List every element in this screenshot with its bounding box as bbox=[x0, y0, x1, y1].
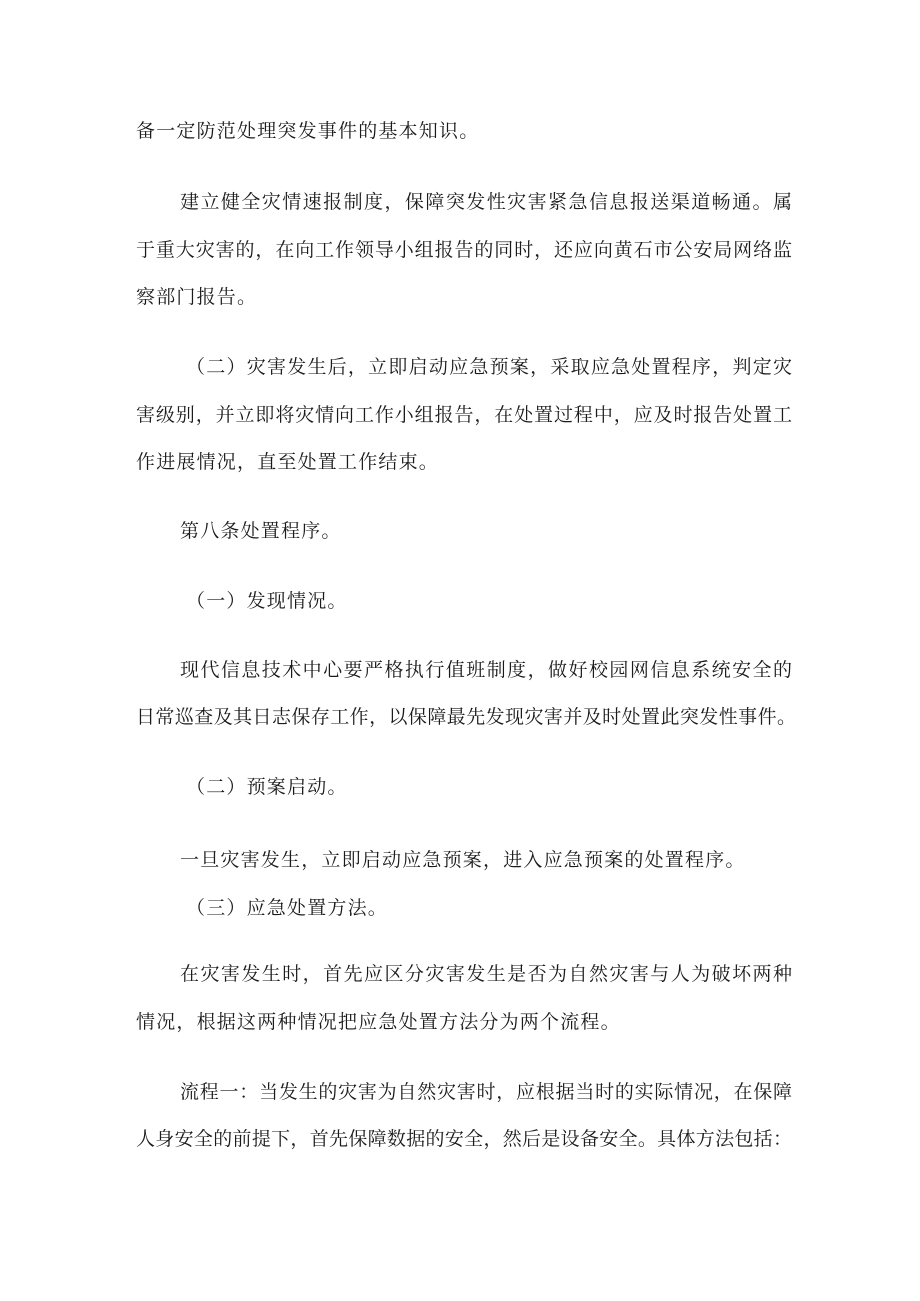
text-line: 备一定防范处理突发事件的基本知识。 bbox=[136, 120, 480, 142]
text-line: 建立健全灾情速报制度，保障突发性灾害紧急信息报送渠道畅通。属 bbox=[180, 191, 792, 213]
text-line: 在灾害发生时，首先应区分灾害发生是否为自然灾害与人为破坏两种 bbox=[180, 963, 792, 985]
section-heading: 第八条处置程序。 bbox=[180, 520, 342, 542]
text-line: 害级别，并立即将灾情向工作小组报告，在处置过程中，应及时报告处置工 bbox=[136, 404, 792, 426]
text-line: 作进展情况，直至处置工作结束。 bbox=[136, 451, 440, 473]
text-line: 流程一：当发生的灾害为自然灾害时，应根据当时的实际情况，在保障 bbox=[180, 1081, 792, 1103]
text-line: 于重大灾害的，在向工作领导小组报告的同时，还应向黄石市公安局网络监 bbox=[136, 239, 792, 261]
text-line: 日常巡查及其日志保存工作，以保障最先发现灾害并及时处置此突发性事件。 bbox=[136, 706, 796, 728]
text-line: 察部门报告。 bbox=[136, 286, 258, 308]
subsection-heading: （一）发现情况。 bbox=[186, 590, 348, 612]
text-line: 人身安全的前提下，首先保障数据的安全，然后是设备安全。具体方法包括： bbox=[136, 1128, 792, 1150]
subsection-heading: （三）应急处置方法。 bbox=[186, 897, 389, 919]
text-line: 现代信息技术中心要严格执行值班制度，做好校园网信息系统安全的 bbox=[180, 659, 792, 681]
subsection-heading: （二）预案启动。 bbox=[186, 776, 348, 798]
text-line: 情况，根据这两种情况把应急处置方法分为两个流程。 bbox=[136, 1011, 621, 1033]
text-line: （二）灾害发生后，立即启动应急预案，采取应急处置程序，判定灾 bbox=[186, 356, 792, 378]
text-line: 一旦灾害发生，立即启动应急预案，进入应急预案的处置程序。 bbox=[180, 849, 746, 871]
